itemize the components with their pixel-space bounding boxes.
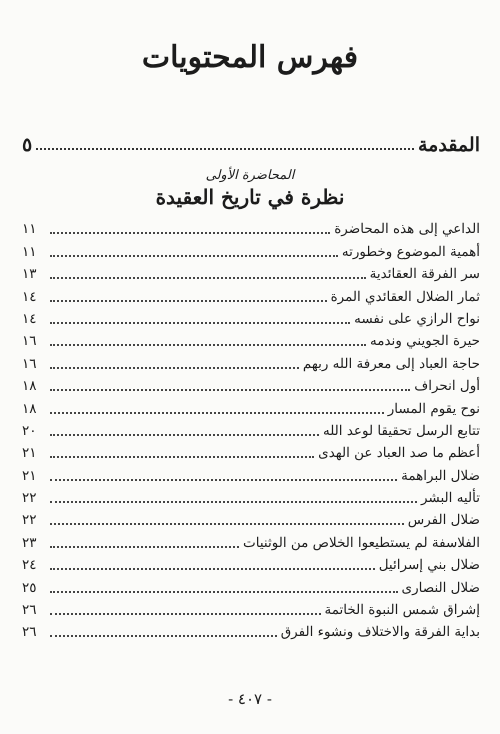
toc-entry-page: ١٣ <box>22 266 37 283</box>
toc-entry-page: ٢٠ <box>22 422 37 439</box>
toc-entry-page: ١٦ <box>22 355 37 372</box>
toc-entry-title: أهمية الموضوع وخطورته <box>341 243 480 260</box>
toc-entry-page: ٢٢ <box>22 512 37 529</box>
toc-entry <box>22 462 480 484</box>
dot-leader <box>50 479 397 481</box>
toc-entry-page: ٢٤ <box>22 557 37 574</box>
toc-entry <box>22 619 480 641</box>
dot-leader <box>50 635 277 637</box>
dot-leader <box>50 613 321 615</box>
toc-entry-title: سر الفرقة العقائدية <box>369 266 480 283</box>
dot-leader <box>50 389 410 391</box>
toc-entry <box>22 350 480 372</box>
dot-leader <box>50 255 338 257</box>
toc-intro-row <box>22 130 480 156</box>
toc-entry-page: ٢٦ <box>22 602 37 619</box>
dot-leader <box>50 322 350 324</box>
toc-entry-title: ضلال النصارى <box>401 579 480 596</box>
page-number: - ٤٠٧ - <box>228 690 272 708</box>
dot-leader <box>36 148 414 150</box>
toc-entry-page: ١٤ <box>22 310 37 327</box>
dot-leader <box>50 456 314 458</box>
toc-entry-title: تأليه البشر <box>420 490 480 507</box>
dot-leader <box>50 367 299 369</box>
toc-entry-page: ١١ <box>22 221 37 238</box>
dot-leader <box>50 412 384 414</box>
toc-entry <box>22 418 480 440</box>
toc-intro-page: ٥ <box>22 134 33 156</box>
toc-entry <box>22 529 480 551</box>
page-title: فهرس المحتويات <box>141 40 359 75</box>
toc-entry-title: نوح يقوم المسار <box>387 400 480 417</box>
toc-entry-page: ٢٥ <box>22 579 37 596</box>
dot-leader <box>50 232 330 234</box>
toc-entry-page: ١٨ <box>22 400 37 417</box>
toc-entry <box>22 485 480 507</box>
toc-entry-title: حيرة الجويني وندمه <box>370 333 480 350</box>
section-subtitle: المحاضرة الأولى <box>205 168 295 183</box>
toc-entry <box>22 552 480 574</box>
dot-leader <box>50 546 239 548</box>
toc-entry-title: نواح الرازي على نفسه <box>354 310 480 327</box>
toc-entry-title: ثمار الضلال العقائدي المرة <box>330 288 480 305</box>
toc-entry <box>22 306 480 328</box>
toc-entry <box>22 574 480 596</box>
toc-entry <box>22 597 480 619</box>
toc-entry <box>22 440 480 462</box>
toc-entry-title: ضلال البراهمة <box>401 467 480 484</box>
toc-entry-title: تتابع الرسل تحقيقا لوعد الله <box>322 422 480 439</box>
dot-leader <box>50 300 327 302</box>
dot-leader <box>50 501 417 503</box>
toc-entry <box>22 216 480 238</box>
dot-leader <box>50 434 319 436</box>
toc-entry <box>22 395 480 417</box>
toc-entry <box>22 373 480 395</box>
toc-entry-title: أول انحراف <box>414 378 480 395</box>
toc-entry-title: إشراق شمس النبوة الخاتمة <box>324 602 480 619</box>
toc-entry <box>22 261 480 283</box>
dot-leader <box>50 344 366 346</box>
toc-entry <box>22 238 480 260</box>
toc-entry-title: حاجة العباد إلى معرفة الله ربهم <box>302 355 480 372</box>
toc-entry-title: بداية الفرقة والاختلاف ونشوء الفرق <box>280 624 480 641</box>
toc-entry-page: ٢١ <box>22 445 37 462</box>
toc-entry-title: ضلال بني إسرائيل <box>378 557 480 574</box>
dot-leader <box>50 523 404 525</box>
dot-leader <box>50 591 398 593</box>
toc-intro-label: المقدمة <box>417 134 480 156</box>
toc-entry-page: ١٤ <box>22 288 37 305</box>
toc-entry-page: ٢٢ <box>22 490 37 507</box>
dot-leader <box>50 277 366 279</box>
toc-entry <box>22 283 480 305</box>
toc-list <box>22 216 480 641</box>
section-title: نظرة في تاريخ العقيدة <box>155 185 345 209</box>
toc-entry-title: الفلاسفة لم يستطيعوا الخلاص من الوثنيات <box>243 534 480 551</box>
toc-entry-page: ٢٦ <box>22 624 37 641</box>
toc-entry-page: ١٦ <box>22 333 37 350</box>
toc-entry-title: ضلال الفرس <box>407 512 480 529</box>
toc-entry <box>22 507 480 529</box>
toc-entry-title: الداعي إلى هذه المحاضرة <box>334 221 480 238</box>
toc-entry <box>22 328 480 350</box>
toc-entry-page: ١٨ <box>22 378 37 395</box>
toc-entry-page: ٢٣ <box>22 534 37 551</box>
toc-entry-page: ١١ <box>22 243 37 260</box>
toc-entry-page: ٢١ <box>22 467 37 484</box>
toc-entry-title: أعظم ما صد العباد عن الهدى <box>318 445 480 462</box>
dot-leader <box>50 568 375 570</box>
